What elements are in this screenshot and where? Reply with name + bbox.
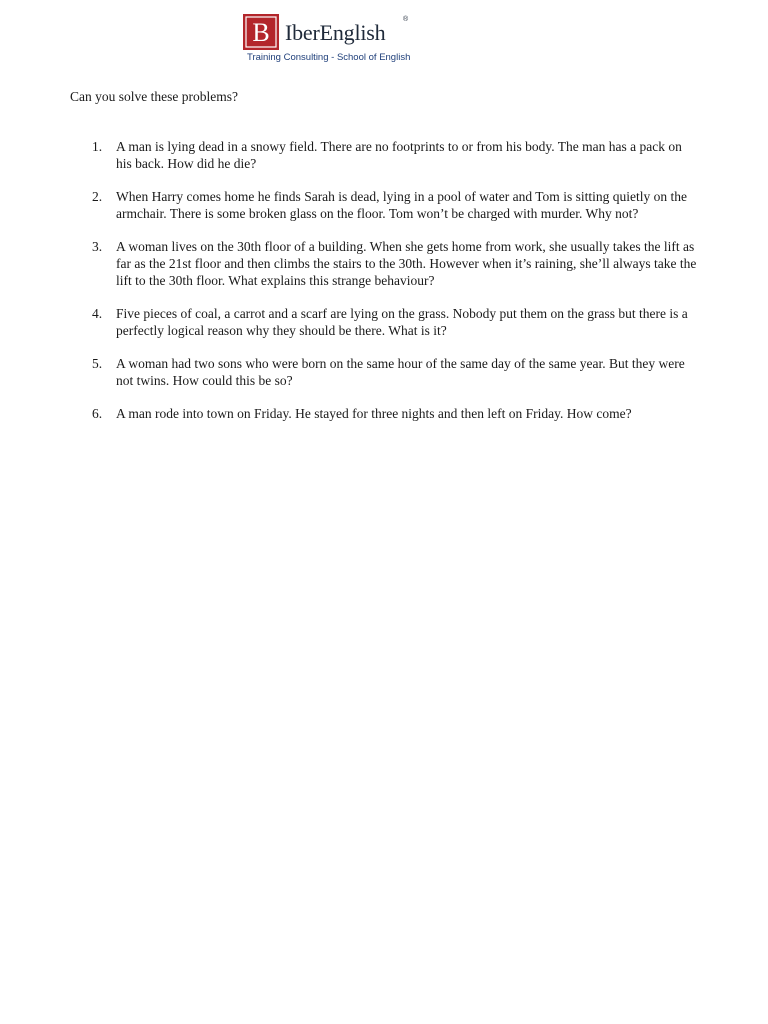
registered-mark: ®	[403, 16, 409, 23]
brand-tagline: Training Consulting - School of English	[247, 52, 411, 63]
logo-letter: B	[252, 18, 270, 47]
problem-item-1	[90, 139, 700, 172]
problem-item-6	[90, 406, 700, 423]
problem-list	[90, 139, 700, 440]
problem-number: 5.	[92, 356, 103, 372]
problem-item-5	[90, 356, 700, 389]
problem-text: A woman lives on the 30th floor of a building. When she gets home from work, she usually takes the lift as far as the 21st floor and then climbs the stairs to the 30th. However when it’s raining, she’ll always take the lift to the 30th floor. What explains this strange behaviour?	[116, 239, 697, 288]
problem-text: A man rode into town on Friday. He stayed for three nights and then left on Friday. How come?	[116, 406, 632, 422]
problem-text: A woman had two sons who were born on the same hour of the same day of the same year. But they were not twins. How could this be so?	[116, 356, 685, 388]
problem-item-3	[90, 239, 700, 289]
problem-item-4	[90, 306, 700, 339]
problem-item-2	[90, 189, 700, 222]
problem-number: 6.	[92, 406, 103, 422]
problem-number: 1.	[92, 139, 103, 154]
problem-text: When Harry comes home he finds Sarah is dead, lying in a pool of water and Tom is sitting quietly on the armchair. There is some broken glass on the floor. Tom won’t be charged with murder. Why not?	[116, 189, 687, 221]
intro-question: Can you solve these problems?	[70, 89, 238, 104]
brand-name: IberEnglish	[285, 20, 386, 45]
logo-b-mark-icon	[243, 14, 279, 50]
problem-number: 2.	[92, 189, 103, 205]
problem-text: Five pieces of coal, a carrot and a scarf are lying on the grass. Nobody put them on the grass but there is a perfectly logical reason why they should be there. What is it?	[116, 305, 688, 338]
problem-number: 3.	[92, 239, 103, 255]
problem-number: 4.	[92, 305, 103, 321]
problem-text: A man is lying dead in a snowy field. There are no footprints to or from his body. The man has a pack on his back. How did he die?	[116, 139, 682, 171]
iberenglish-logo	[243, 14, 423, 66]
